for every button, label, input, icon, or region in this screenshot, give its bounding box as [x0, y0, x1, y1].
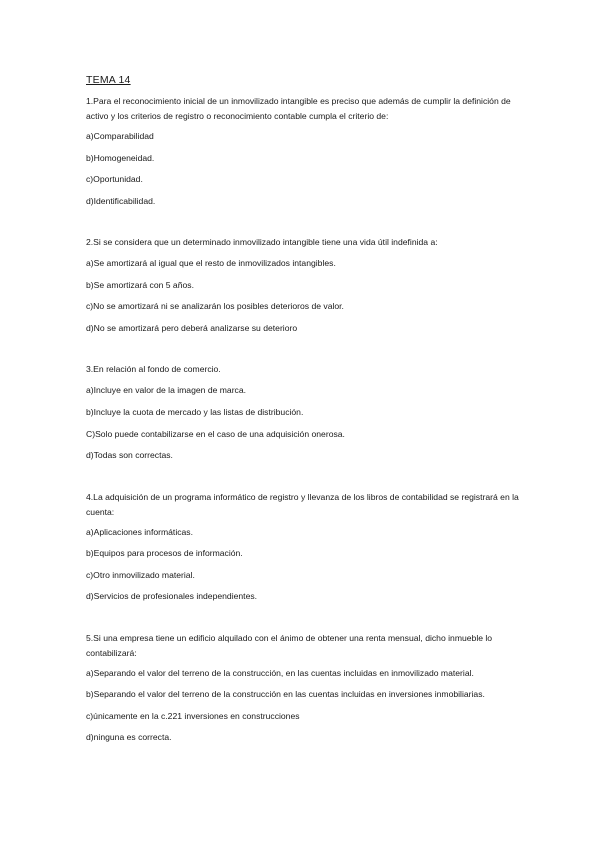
question-2-option-c: c)No se amortizará ni se analizarán los posibles deterioros de valor.	[86, 301, 344, 311]
question-3-text: 3.En relación al fondo de comercio.	[86, 364, 221, 374]
question-1-option-b: b)Homogeneidad.	[86, 153, 155, 163]
question-4-option-d: d)Servicios de profesionales independientes.	[86, 591, 258, 601]
question-1-option-a: a)Comparabilidad	[86, 131, 154, 141]
question-3-option-c: C)Solo puede contabilizarse en el caso de una adquisición onerosa.	[86, 429, 345, 439]
question-5-option-d: d)ninguna es correcta.	[86, 732, 172, 742]
question-5-text: 5.Si una empresa tiene un edificio alquilado con el ánimo de obtener una renta mensual, dicho inmueble lo contabilizará:	[86, 633, 493, 658]
question-5-option-a: a)Separando el valor del terreno de la construcción, en las cuentas incluidas en inmovilizado material.	[86, 668, 474, 678]
question-4-text: 4.La adquisición de un programa informático de registro y llevanza de los libros de contabilidad se registrará en la cuenta:	[86, 492, 519, 517]
question-3-option-d: d)Todas son correctas.	[86, 450, 173, 460]
question-1-text: 1.Para el reconocimiento inicial de un inmovilizado intangible es preciso que además de cumplir la definición de activo y los criterios de registro o reconocimiento contable cumpla el criterio de:	[86, 96, 511, 121]
question-2-option-a: a)Se amortizará al igual que el resto de inmovilizados intangibles.	[86, 258, 336, 268]
question-3-option-b: b)Incluye la cuota de mercado y las listas de distribución.	[86, 407, 304, 417]
question-2-option-b: b)Se amortizará con 5 años.	[86, 280, 194, 290]
question-1-option-c: c)Oportunidad.	[86, 174, 143, 184]
question-3-option-a: a)Incluye en valor de la imagen de marca.	[86, 385, 247, 395]
document-title: TEMA 14	[86, 74, 131, 86]
question-4-option-c: c)Otro inmovilizado material.	[86, 570, 195, 580]
question-4-option-b: b)Equipos para procesos de información.	[86, 548, 243, 558]
question-4-option-a: a)Aplicaciones informáticas.	[86, 527, 193, 537]
question-2-text: 2.Si se considera que un determinado inmovilizado intangible tiene una vida útil indefinida a:	[86, 237, 438, 247]
question-5-option-b: b)Separando el valor del terreno de la construcción en las cuentas incluidas en inversiones inmobiliarias.	[86, 689, 485, 699]
question-2-option-d: d)No se amortizará pero deberá analizarse su deterioro	[86, 323, 298, 333]
question-5-option-c: c)únicamente en la c.221 inversiones en construcciones	[86, 711, 300, 721]
question-1-option-d: d)Identificabilidad.	[86, 196, 156, 206]
